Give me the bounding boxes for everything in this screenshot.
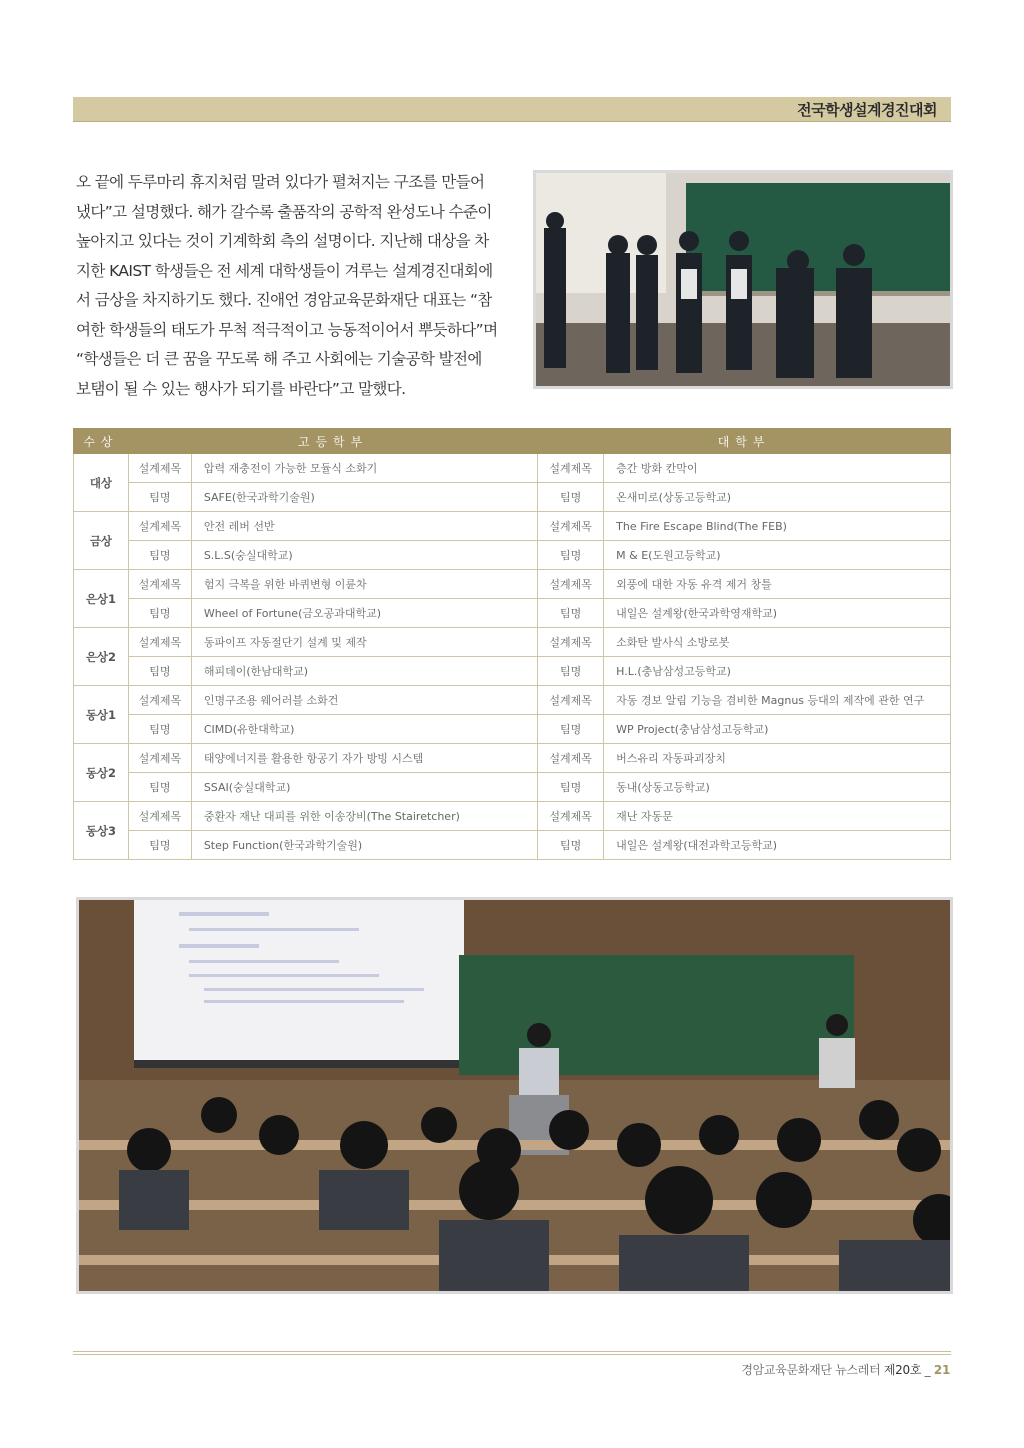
header-university: 대학부 xyxy=(538,429,951,454)
table-row xyxy=(74,831,951,860)
un-team-name: 내일은 설계왕(한국과학영재학교) xyxy=(604,599,951,628)
design-title-label: 설계제목 xyxy=(538,512,604,541)
footer-issue: 제20호 xyxy=(883,1363,922,1377)
team-name-label: 팀명 xyxy=(128,541,191,570)
hs-team-name: SAFE(한국과학기술원) xyxy=(191,483,537,512)
hs-team-name: S.L.S(숭실대학교) xyxy=(191,541,537,570)
design-title-label: 설계제목 xyxy=(128,454,191,483)
team-name-label: 팀명 xyxy=(128,773,191,802)
design-title-label: 설계제목 xyxy=(538,744,604,773)
table-row xyxy=(74,512,951,541)
table-row xyxy=(74,483,951,512)
un-design-title: 버스유리 자동파괴장치 xyxy=(604,744,951,773)
hs-design-title: 인명구조용 웨어러블 소화건 xyxy=(191,686,537,715)
award-name: 동상2 xyxy=(74,744,129,802)
footer-rule xyxy=(73,1354,951,1355)
un-design-title: 재난 자동문 xyxy=(604,802,951,831)
footer-rule xyxy=(73,1351,951,1352)
page-number: 21 xyxy=(933,1363,950,1377)
design-title-label: 설계제목 xyxy=(538,454,604,483)
hs-team-name: Step Function(한국과학기술원) xyxy=(191,831,537,860)
hs-team-name: CIMD(유한대학교) xyxy=(191,715,537,744)
design-title-label: 설계제목 xyxy=(128,686,191,715)
team-name-label: 팀명 xyxy=(538,657,604,686)
un-team-name: H.L.(충남삼성고등학교) xyxy=(604,657,951,686)
team-name-label: 팀명 xyxy=(128,715,191,744)
table-header-row xyxy=(74,429,951,454)
award-ceremony-photo xyxy=(533,170,953,389)
award-name: 동상3 xyxy=(74,802,129,860)
hs-design-title: 안전 레버 선반 xyxy=(191,512,537,541)
section-title: 전국학생설계경진대회 xyxy=(797,101,937,119)
un-team-name: 동내(상동고등학교) xyxy=(604,773,951,802)
article-line: 보탬이 될 수 있는 행사가 되기를 바란다”고 말했다. xyxy=(76,379,406,398)
article-line: 서 금상을 차지하기도 했다. 진애언 경암교육문화재단 대표는 “참 xyxy=(76,291,492,309)
section-header-bar xyxy=(73,97,951,122)
table-row xyxy=(74,541,951,570)
design-title-label: 설계제목 xyxy=(128,744,191,773)
table-row xyxy=(74,744,951,773)
table-row xyxy=(74,802,951,831)
table-row xyxy=(74,570,951,599)
footer xyxy=(741,1361,950,1378)
un-design-title: 자동 경보 알림 기능을 겸비한 Magnus 등대의 제작에 관한 연구 xyxy=(604,686,951,715)
award-name: 금상 xyxy=(74,512,129,570)
team-name-label: 팀명 xyxy=(128,599,191,628)
awards-table xyxy=(73,428,951,860)
award-name: 은상2 xyxy=(74,628,129,686)
article-line: 여한 학생들의 태도가 무척 적극적이고 능동적이어서 뿌듯하다”며 xyxy=(76,320,498,339)
un-design-title: 소화탄 발사식 소방로봇 xyxy=(604,628,951,657)
table-row xyxy=(74,715,951,744)
table-row xyxy=(74,686,951,715)
article-line: 냈다”고 설명했다. 해가 갈수록 출품작의 공학적 완성도나 수준이 xyxy=(76,202,492,221)
hs-design-title: 험지 극복을 위한 바퀴변형 이륜차 xyxy=(191,570,537,599)
table-row xyxy=(74,773,951,802)
header-high-school: 고등학부 xyxy=(128,429,537,454)
un-design-title: 층간 방화 칸막이 xyxy=(604,454,951,483)
team-name-label: 팀명 xyxy=(538,715,604,744)
award-name: 은상1 xyxy=(74,570,129,628)
un-team-name: M & E(도원고등학교) xyxy=(604,541,951,570)
un-team-name: WP Project(충남삼성고등학교) xyxy=(604,715,951,744)
hs-design-title: 동파이프 자동절단기 설계 및 제작 xyxy=(191,628,537,657)
table-row xyxy=(74,454,951,483)
article-line: 지한 KAIST 학생들은 전 세계 대학생들이 겨루는 설계경진대회에 xyxy=(76,261,493,280)
award-name: 대상 xyxy=(74,454,129,512)
team-name-label: 팀명 xyxy=(538,831,604,860)
un-design-title: 외풍에 대한 자동 유격 제거 창틀 xyxy=(604,570,951,599)
presentation-hall-photo xyxy=(76,897,953,1294)
footer-publisher: 경암교육문화재단 뉴스레터 xyxy=(741,1363,884,1377)
table-row xyxy=(74,657,951,686)
design-title-label: 설계제목 xyxy=(128,570,191,599)
team-name-label: 팀명 xyxy=(128,657,191,686)
un-design-title: The Fire Escape Blind(The FEB) xyxy=(604,512,951,541)
design-title-label: 설계제목 xyxy=(128,512,191,541)
team-name-label: 팀명 xyxy=(538,773,604,802)
article-line: “학생들은 더 큰 꿈을 꾸도록 해 주고 사회에는 기술공학 발전에 xyxy=(76,350,482,368)
team-name-label: 팀명 xyxy=(538,541,604,570)
team-name-label: 팀명 xyxy=(538,599,604,628)
un-team-name: 온새미로(상동고등학교) xyxy=(604,483,951,512)
article-body xyxy=(76,168,496,404)
header-award: 수상 xyxy=(74,429,129,454)
un-team-name: 내일은 설계왕(대전과학고등학교) xyxy=(604,831,951,860)
design-title-label: 설계제목 xyxy=(128,628,191,657)
team-name-label: 팀명 xyxy=(128,483,191,512)
hs-team-name: SSAI(숭실대학교) xyxy=(191,773,537,802)
footer-separator: _ xyxy=(921,1363,934,1377)
table-row xyxy=(74,628,951,657)
award-name: 동상1 xyxy=(74,686,129,744)
design-title-label: 설계제목 xyxy=(538,802,604,831)
hs-design-title: 중환자 재난 대피를 위한 이송장비(The Stairetcher) xyxy=(191,802,537,831)
table-row xyxy=(74,599,951,628)
team-name-label: 팀명 xyxy=(128,831,191,860)
design-title-label: 설계제목 xyxy=(538,686,604,715)
hs-team-name: Wheel of Fortune(금오공과대학교) xyxy=(191,599,537,628)
design-title-label: 설계제목 xyxy=(538,628,604,657)
article-line: 오 끝에 두루마리 휴지처럼 말려 있다가 펼쳐지는 구조를 만들어 xyxy=(76,173,485,191)
hs-design-title: 태양에너지를 활용한 항공기 자가 방빙 시스템 xyxy=(191,744,537,773)
hs-team-name: 해피데이(한남대학교) xyxy=(191,657,537,686)
team-name-label: 팀명 xyxy=(538,483,604,512)
article-line: 높아지고 있다는 것이 기계학회 측의 설명이다. 지난해 대상을 차 xyxy=(76,232,489,250)
design-title-label: 설계제목 xyxy=(128,802,191,831)
hs-design-title: 압력 재충전이 가능한 모듈식 소화기 xyxy=(191,454,537,483)
design-title-label: 설계제목 xyxy=(538,570,604,599)
